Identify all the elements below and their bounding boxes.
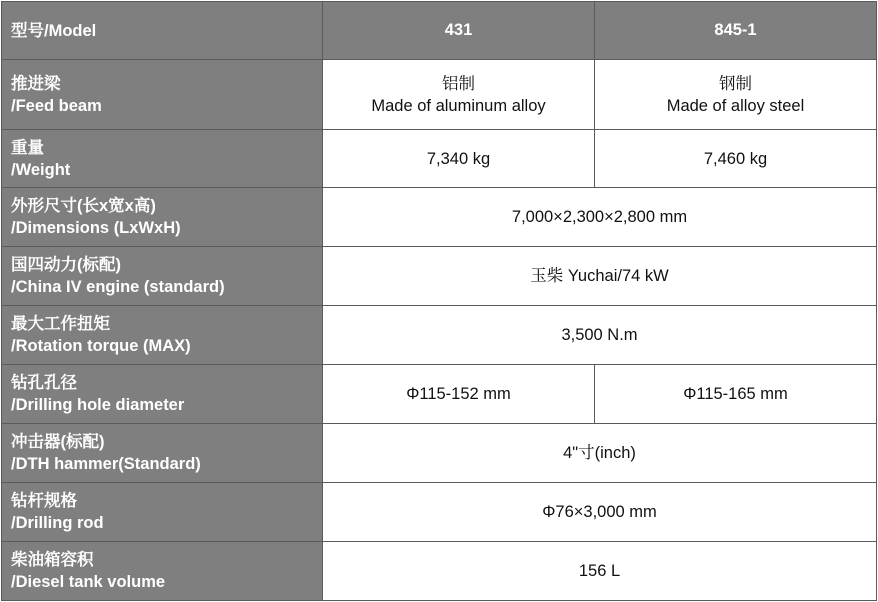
feed-beam-845-1-en: Made of alloy steel <box>666 96 805 115</box>
feed-beam-row <box>2 60 877 130</box>
engine-row <box>2 247 877 306</box>
torque-label-en: /Rotation torque (MAX) <box>11 337 191 355</box>
model-431-header: 431 <box>323 2 595 60</box>
dimensions-label <box>2 188 323 247</box>
dth-hammer-label-en: /DTH hammer(Standard) <box>11 455 201 473</box>
feed-beam-845-1-cn: 钢制 <box>719 74 752 93</box>
weight-label <box>2 130 323 188</box>
dth-hammer-label <box>2 424 323 483</box>
dimensions-label-cn: 外形尺寸(长x宽x高) <box>11 197 156 215</box>
feed-beam-431 <box>323 60 595 130</box>
diesel-tank-label-en: /Diesel tank volume <box>11 573 166 591</box>
weight-845-1: 7,460 kg <box>595 130 877 188</box>
engine-value: 玉柴 Yuchai/74 kW <box>323 247 877 306</box>
model-845-1-header: 845-1 <box>595 2 877 60</box>
feed-beam-845-1 <box>595 60 877 130</box>
feed-beam-431-cn: 铝制 <box>442 74 475 93</box>
feed-beam-label <box>2 60 323 130</box>
hole-diameter-label-cn: 钻孔孔径 <box>11 374 77 392</box>
feed-beam-431-en: Made of aluminum alloy <box>371 96 546 115</box>
weight-row <box>2 130 877 188</box>
drilling-rod-label-cn: 钻杆规格 <box>11 492 77 510</box>
drilling-rod-value: Φ76×3,000 mm <box>323 483 877 542</box>
hole-diameter-431: Φ115-152 mm <box>323 365 595 424</box>
hole-diameter-label <box>2 365 323 424</box>
weight-label-cn: 重量 <box>11 138 44 157</box>
engine-label <box>2 247 323 306</box>
hole-diameter-row <box>2 365 877 424</box>
dth-hammer-row <box>2 424 877 483</box>
diesel-tank-label-cn: 柴油箱容积 <box>11 551 94 569</box>
header-row <box>2 2 877 60</box>
drilling-rod-label-en: /Drilling rod <box>11 514 104 532</box>
torque-value: 3,500 N.m <box>323 306 877 365</box>
diesel-tank-label <box>2 542 323 601</box>
hole-diameter-845-1: Φ115-165 mm <box>595 365 877 424</box>
drilling-rod-row <box>2 483 877 542</box>
engine-label-cn: 国四动力(标配) <box>11 256 121 274</box>
spec-table <box>1 1 877 601</box>
weight-label-en: /Weight <box>11 160 71 179</box>
diesel-tank-value: 156 L <box>323 542 877 601</box>
feed-beam-label-en: /Feed beam <box>11 96 102 115</box>
dimensions-row <box>2 188 877 247</box>
feed-beam-label-cn: 推进梁 <box>11 74 61 93</box>
torque-row <box>2 306 877 365</box>
diesel-tank-row <box>2 542 877 601</box>
weight-431: 7,340 kg <box>323 130 595 188</box>
dimensions-value: 7,000×2,300×2,800 mm <box>323 188 877 247</box>
dimensions-label-en: /Dimensions (LxWxH) <box>11 219 181 237</box>
engine-label-en: /China IV engine (standard) <box>11 278 225 296</box>
torque-label-cn: 最大工作扭矩 <box>11 315 110 333</box>
dth-hammer-value: 4"寸(inch) <box>323 424 877 483</box>
model-label: 型号/Model <box>2 2 323 60</box>
drilling-rod-label <box>2 483 323 542</box>
dth-hammer-label-cn: 冲击器(标配) <box>11 433 105 451</box>
hole-diameter-label-en: /Drilling hole diameter <box>11 396 185 414</box>
torque-label <box>2 306 323 365</box>
